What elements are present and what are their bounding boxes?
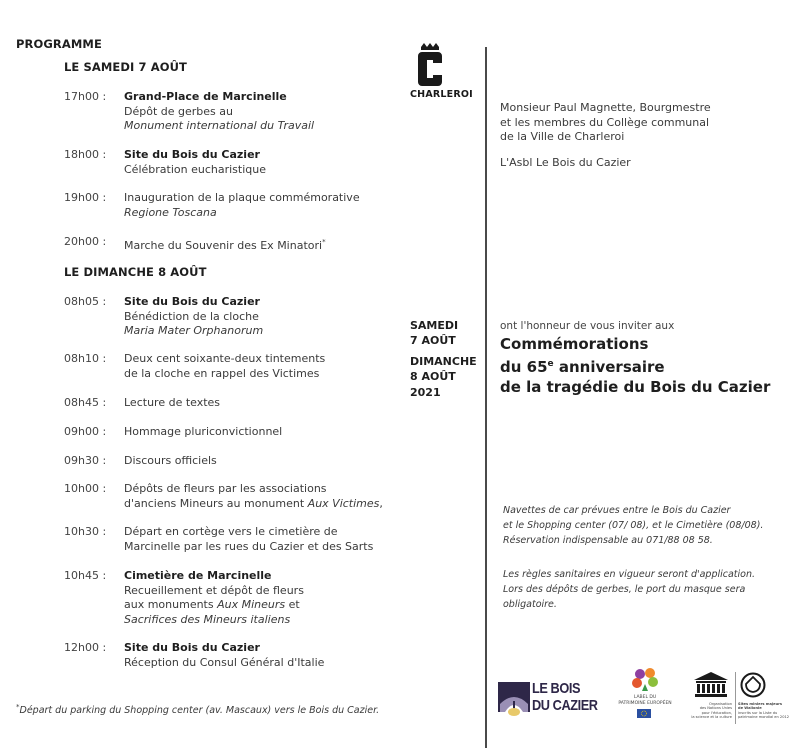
schedule-desc: Hommage pluriconvictionnel xyxy=(124,425,283,438)
hosts-line: Monsieur Paul Magnette, Bourgmestre xyxy=(500,101,711,114)
date-year: 2021 xyxy=(410,386,441,399)
charleroi-c-letter-icon xyxy=(418,52,442,86)
label-logo-line: LABEL DU xyxy=(633,695,657,700)
schedule-desc-text: Marche du Souvenir des Ex Minatori xyxy=(124,239,323,252)
schedule-time: 18h00 : xyxy=(64,148,107,161)
day-heading-sunday: LE DIMANCHE 8 AOÛT xyxy=(64,265,207,279)
schedule-time: 09h00 : xyxy=(64,425,107,438)
schedule-desc: Deux cent soixante-deux tintements xyxy=(124,352,326,365)
schedule-location: Site du Bois du Cazier xyxy=(124,148,260,161)
schedule-desc: Sacrifices des Mineurs italiens xyxy=(124,612,291,626)
schedule-time: 17h00 : xyxy=(64,90,107,103)
unesco-text-line: des Nations Unies xyxy=(699,706,732,711)
day-heading-saturday: LE SAMEDI 7 AOÛT xyxy=(64,60,187,74)
schedule-desc-tail: et xyxy=(285,598,300,611)
schedule-time: 19h00 : xyxy=(64,191,107,204)
schedule-time: 09h30 : xyxy=(64,454,107,467)
schedule-time: 12h00 : xyxy=(64,641,107,654)
programme-heading: PROGRAMME xyxy=(16,37,102,51)
schedule-desc: Départ en cortège vers le cimetière de xyxy=(124,525,338,538)
note-line: obligatoire. xyxy=(503,599,557,610)
schedule-desc: Regione Toscana xyxy=(124,205,217,219)
footnote xyxy=(16,703,379,716)
unesco-temple-icon xyxy=(694,672,728,698)
unesco-text-line: patrimoine mondial en 2012 xyxy=(738,714,790,719)
date-day: SAMEDI xyxy=(410,319,459,332)
date-date: 7 AOÛT xyxy=(410,334,456,347)
invitation-intro: ont l'honneur de vous inviter aux xyxy=(500,320,675,332)
footnote-text: Départ du parking du Shopping center (av. Mascaux) vers le Bois du Cazier. xyxy=(19,705,380,716)
unesco-text-line: la science et la culture xyxy=(691,714,732,719)
schedule-desc: Lecture de textes xyxy=(124,396,221,409)
world-heritage-emblem-icon xyxy=(740,672,766,698)
schedule-desc: Maria Mater Orphanorum xyxy=(124,324,264,337)
monument-name: Aux Victimes xyxy=(307,496,380,510)
charleroi-wordmark: CHARLEROI xyxy=(410,89,473,100)
european-heritage-label-logo xyxy=(613,667,677,723)
schedule-location: Cimetière de Marcinelle xyxy=(124,569,272,582)
schedule-location: Site du Bois du Cazier xyxy=(124,641,260,654)
schedule-desc: Marcinelle par les rues du Cazier et des Sarts xyxy=(124,539,374,553)
schedule-desc xyxy=(124,497,404,512)
monument-name: Aux Mineurs xyxy=(217,598,286,611)
note-line: Lors des dépôts de gerbes, le port du masque sera xyxy=(503,584,746,595)
schedule-desc: Monument international du Travail xyxy=(124,119,315,132)
sanitary-note xyxy=(503,567,755,612)
unesco-text-line: inscrits sur la Liste du xyxy=(738,710,778,715)
schedule-desc: de la cloche en rappel des Victimes xyxy=(124,366,320,380)
schedule-time: 10h00 : xyxy=(64,482,107,495)
schedule-desc: Célébration eucharistique xyxy=(124,162,266,176)
title-line: Commémorations xyxy=(500,335,649,353)
heritage-flower-icon xyxy=(631,667,659,693)
schedule-desc: Discours officiels xyxy=(124,454,217,467)
schedule-desc: Dépôts de fleurs par les associations xyxy=(124,482,327,495)
hosts-text xyxy=(500,101,711,145)
schedule-desc-text: aux monuments xyxy=(124,598,218,611)
schedule-desc xyxy=(124,235,404,254)
note-line: Réservation indispensable au 071/88 08 58. xyxy=(503,535,713,546)
schedule-time: 20h00 : xyxy=(64,235,107,248)
unesco-logo xyxy=(684,672,792,722)
bois-du-cazier-logo xyxy=(498,680,602,720)
bdc-logo-line: DU CAZIER xyxy=(532,697,598,714)
title-anniversary-word: anniversaire xyxy=(553,358,665,376)
schedule-time: 10h45 : xyxy=(64,569,107,582)
eu-flag-icon xyxy=(637,709,651,718)
unesco-text-line: Organisation xyxy=(709,702,732,706)
hosts-line: de la Ville de Charleroi xyxy=(500,130,625,143)
footnote-marker: * xyxy=(16,703,20,711)
schedule-desc: Réception du Consul Général d'Italie xyxy=(124,655,325,669)
title-line: de la tragédie du Bois du Cazier xyxy=(500,378,771,396)
unesco-text-line: de Wallonie xyxy=(738,706,762,711)
bdc-logo-line: LE BOIS xyxy=(532,680,581,697)
schedule-time: 08h10 : xyxy=(64,352,107,365)
unesco-text-line: Sites miniers majeurs xyxy=(738,702,783,706)
shuttle-note xyxy=(503,503,763,548)
schedule-desc-text: d'anciens Mineurs au monument xyxy=(124,496,308,510)
event-dates xyxy=(410,318,477,400)
schedule-desc: Recueillement et dépôt de fleurs xyxy=(124,583,304,597)
schedule-time: 08h05 : xyxy=(64,295,107,308)
charleroi-logo xyxy=(410,42,473,118)
vertical-divider xyxy=(485,47,487,748)
title-anniversary-number: du 65 xyxy=(500,358,548,376)
crown-icon xyxy=(421,42,439,50)
schedule-desc: Inauguration de la plaque commémorative xyxy=(124,191,360,204)
footnote-marker: * xyxy=(322,238,326,246)
punctuation: , xyxy=(379,496,383,510)
unesco-separator xyxy=(735,672,736,724)
note-line: et le Shopping center (07/ 08), et le Cimetière (08/08). xyxy=(503,520,764,531)
schedule-time: 10h30 : xyxy=(64,525,107,538)
date-day: DIMANCHE xyxy=(410,355,477,368)
note-line: Les règles sanitaires en vigueur seront d'application. xyxy=(503,569,756,580)
unesco-text-line: pour l'éducation, xyxy=(701,710,732,715)
schedule-desc: Bénédiction de la cloche xyxy=(124,309,259,323)
note-line: Navettes de car prévues entre le Bois du Cazier xyxy=(503,505,731,516)
schedule-desc: Dépôt de gerbes au xyxy=(124,104,233,118)
schedule-desc xyxy=(124,598,404,613)
ordinal-superscript: e xyxy=(547,359,554,369)
schedule-location: Grand-Place de Marcinelle xyxy=(124,90,287,103)
hosts-line: et les membres du Collège communal xyxy=(500,115,710,129)
date-date: 8 AOÛT xyxy=(410,370,456,383)
asbl-host: L'Asbl Le Bois du Cazier xyxy=(500,156,631,169)
label-logo-line: PATRIMOINE EUROPÉEN xyxy=(618,700,672,706)
title-line xyxy=(500,354,770,377)
invitation-title xyxy=(500,334,770,397)
mine-headframe-icon xyxy=(498,682,530,718)
schedule-time: 08h45 : xyxy=(64,396,107,409)
schedule-location: Site du Bois du Cazier xyxy=(124,295,260,308)
